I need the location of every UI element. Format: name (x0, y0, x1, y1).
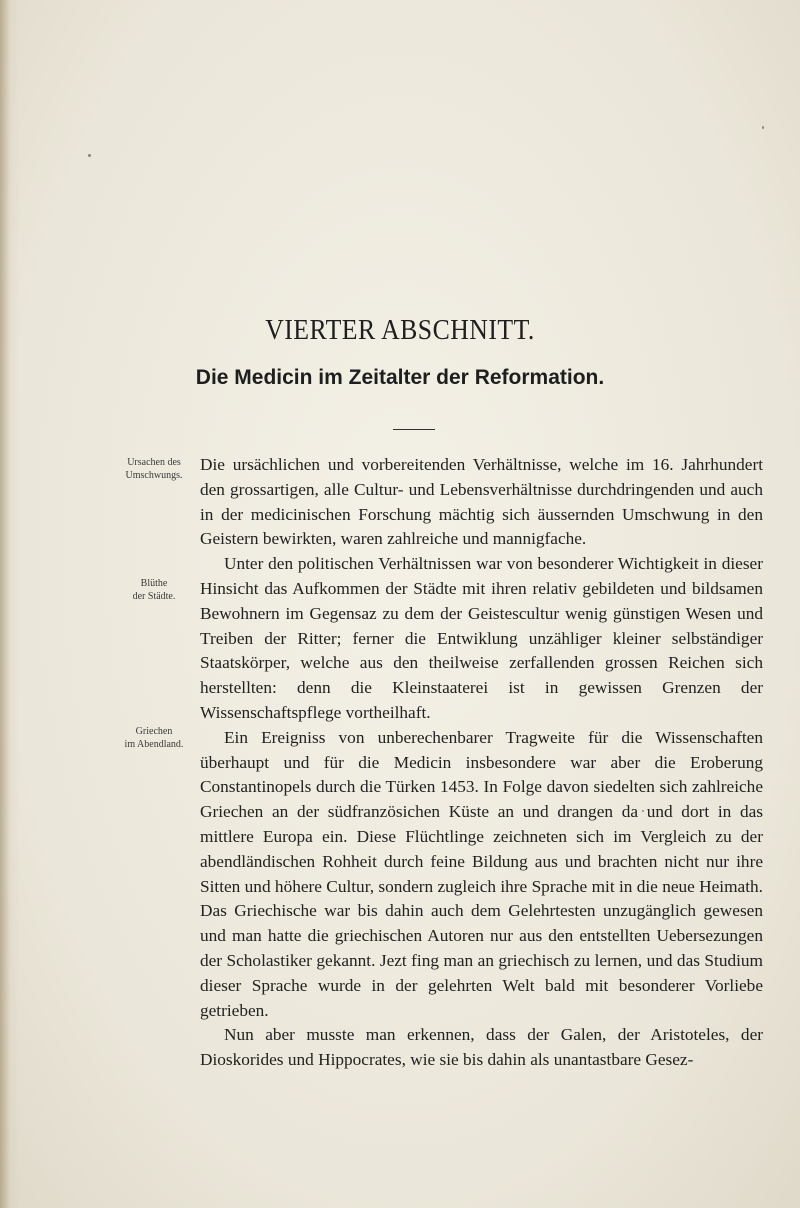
separator-rule (393, 429, 435, 430)
chapter-subtitle: Die Medicin im Zeitalter der Reformation. (195, 366, 605, 389)
margin-note-ursachen (122, 456, 186, 482)
chapter-heading: VIERTER ABSCHNITT. (265, 315, 535, 346)
paragraph: Nun aber musste man erkennen, dass der Galen, der Aristoteles, der Dioskorides und Hippocrates, wie sie bis dahin als unantastbare Gesez- (200, 1025, 763, 1070)
margin-note-line: Ursachen des (127, 457, 181, 468)
margin-note-line: Blüthe (140, 578, 168, 589)
binding-shadow (0, 0, 20, 1208)
paragraph: Unter den politischen Verhältnissen war von besonderer Wichtigkeit in dieser Hinsicht das Aufkommen der Städte mit ihren relativ gebildeten und bildsamen Bewohnern im Gegensaz zu dem der Geistescultur wenig günstigen Wesen und Treiben der Ritter; ferner die Entwiklung unzähliger kleiner selbständiger Staatskörper, welche aus den theilweise zerfallenden grossen Reichen sich herstellten: denn die Kleinstaaterei ist in gewissen Grenzen der Wissenschaftspflege vortheilhaft. (200, 554, 763, 722)
margin-note-line: im Abendland. (124, 739, 184, 750)
margin-note-line: Umschwungs. (125, 470, 183, 481)
margin-note-bluethe (122, 577, 186, 603)
margin-note-griechen (122, 725, 186, 751)
paper-speck (762, 126, 764, 129)
paragraph: Die ursächlichen und vorbereitenden Verhältnisse, welche im 16. Jahrhundert den grossartigen, alle Cultur- und Lebensverhältnisse durchdringenden und auch in der medicinischen Forschung mächtig sich äussernden Umschwung in den Geistern bewirkten, waren zahlreiche und mannigfache. (200, 455, 763, 549)
margin-note-line: Griechen (135, 726, 173, 737)
margin-note-line: der Städte. (132, 591, 176, 602)
paragraph: Ein Ereigniss von unberechenbarer Tragweite für die Wissenschaften überhaupt und für die Medicin insbesondere war aber die Eroberung Constantinopels durch die Türken 1453. In Folge davon siedelten sich zahlreiche Griechen an der südfranzösichen Küste an und drangen da und dort in das mittlere Europa ein. Diese Flüchtlinge zeichneten sich im Vergleich zu der abendländischen Rohheit durch feine Bildung aus und brachten nicht nur ihre Sitten und höhere Cultur, sondern zugleich ihre Sprache mit in die neue Heimath. Das Griechische war bis dahin auch dem Gelehrtesten unzugänglich gewesen und man hatte die griechischen Autoren nur aus den entstellten Uebersezungen der Scholastiker gekannt. Jezt fing man an griechisch zu lernen, und das Studium dieser Sprache wurde in der gelehrten Welt bald mit besonderer Vorliebe getrieben. (200, 727, 763, 1020)
body-text (200, 453, 763, 1073)
paper-speck (88, 154, 91, 157)
